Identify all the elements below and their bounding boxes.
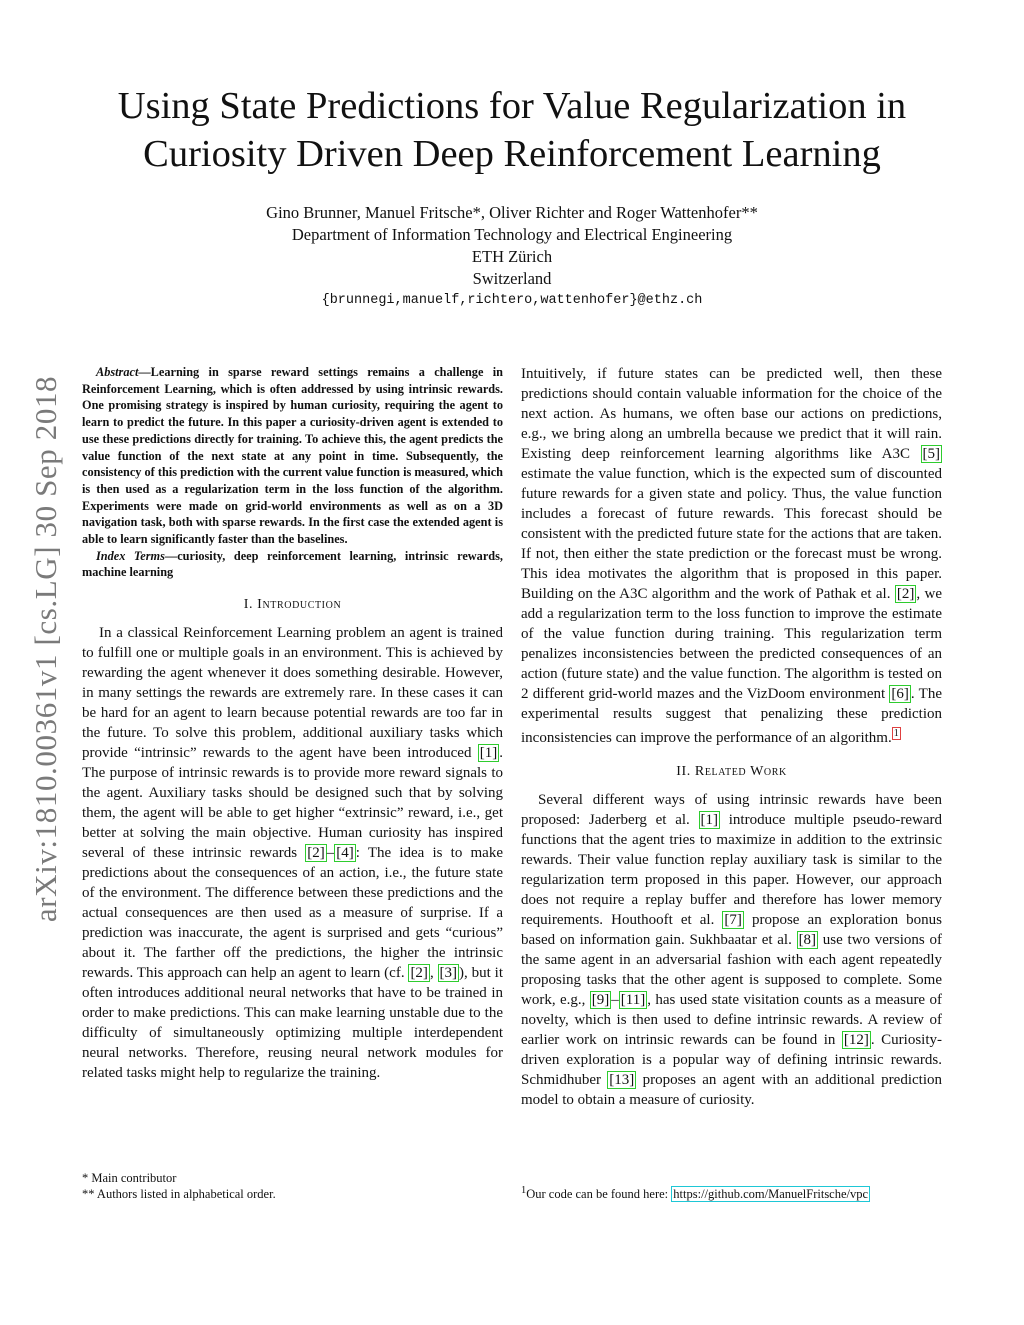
citation-link[interactable]: [3] [439, 965, 458, 982]
left-column [82, 364, 503, 1083]
related-work-paragraph: Several different ways of using intrinsic rewards have been proposed: Jaderberg et al. [1] introduce multiple pseudo-reward functions that the agent tries to maximize in addition to the extrinsic rewards. Their value function replay auxiliary task is similar to the regularization term proposed in this paper. However, our approach does not require a replay buffer and therefore has lower memory requirements. Houthooft et al. [7] propose an exploration bonus based on information gain. Sukhbaatar et al. [8] use two versions of the same agent in an adversarial fashion with each agent repeatedly proposing tasks that the other agent is supposed to complete. Some work, e.g., [9] – [11] , has used state visitation counts as a measure of novelty, which is then used to define intrinsic rewards. A review of earlier work on intrinsic rewards can be found in [12] . Curiosity-driven exploration is a popular way of defining intrinsic rewards. Schmidhuber [13] proposes an agent with an additional prediction model to obtain a measure of curiosity. [521, 792, 942, 1108]
footnote-alphabetical: ** Authors listed in alphabetical order. [82, 1186, 276, 1201]
footnotes-left [82, 1171, 503, 1202]
section-heading-introduction: I. Introduction [243, 597, 342, 613]
footnote-marker-link[interactable]: 1 [893, 728, 899, 739]
author-names: Gino Brunner, Manuel Fritsche*, Oliver Richter and Roger Wattenhofer** [266, 203, 758, 222]
country: Switzerland [472, 269, 552, 288]
footnote-right [521, 1183, 942, 1203]
introduction-continued-paragraph: Intuitively, if future states can be predicted well, then these predictions should contain valuable information for the choice of the next action. As humans, we often base our actions on predictions, e.g., we bring along an umbrella because we predict that it will rain. Existing deep reinforcement learning algorithms like A3C [5] estimate the value function, which is the expected sum of discounted future rewards for a given state and policy. Thus, the value function includes a forecast of future rewards. This forecast should be consistent with the predicted future state for the actions that are taken. If not, then either the state prediction or the forecast must be wrong. This idea motivates the algorithm that is proposed in this paper. Building on the A3C algorithm and the work of Pathak et al. [2] , we add a regularization term to the loss function to improve the estimate of the value function during training. This regularization term penalizes inconsistencies between the predicted consequences of an action (future state) and the value function. The algorithm is tested on 2 different grid-world mazes and the VizDoom environment [6] . The experimental results suggest that penalizing these prediction inconsistencies can improve the performance of an algorithm. $^1$ [521, 366, 942, 746]
code-repository-link[interactable]: https://github.com/ManuelFritsche/vpc [673, 1187, 869, 1202]
right-column [521, 364, 942, 1110]
footnote-number: 1 [521, 1185, 527, 1196]
section-heading-related-work: II. Related Work [676, 764, 787, 779]
citation-link[interactable]: [2] [896, 586, 915, 602]
author-emails: {brunnegi,manuelf,richtero,wattenhofer}@ethz.ch [321, 293, 703, 308]
index-terms-label: Index Terms [96, 548, 165, 563]
citation-link[interactable]: [1] [700, 812, 719, 828]
arxiv-identifier [28, 355, 64, 943]
abstract-label: Abstract [96, 365, 139, 379]
citation-link[interactable]: [13] [609, 1072, 635, 1088]
index-terms-text: curiosity, deep reinforcement learning, intrinsic rewards, machine learning [82, 548, 503, 580]
citation-link[interactable]: [8] [798, 932, 817, 948]
citation-link[interactable]: [9] [591, 992, 610, 1008]
abstract: Abstract—Learning in sparse reward settings remains a challenge in Reinforcement Learning, which is often addressed by using intrinsic rewards. One promising strategy is inspired by human curiosity, requiring the agent to learn to predict the future. In this paper a curiosity-driven agent is extended to use these predictions directly for training. To achieve this, the agent predicts the value function of the next state at any point in time. Subsequently, the consistency of this prediction with the current value function is measured, which is then used as a regularization term in the loss function of the algorithm. Experiments were made on grid-world environments as well as on a 3D navigation task, both with sparse rewards. In the first case the extended agent is able to learn significantly faster than the baselines. [82, 365, 503, 547]
department: Department of Information Technology and Electrical Engineering [291, 225, 733, 244]
paper-title: Using State Predictions for Value Regularization in Curiosity Driven Deep Reinforcement Learning [117, 85, 907, 175]
citation-link[interactable]: [2] [307, 845, 325, 862]
citation-link[interactable]: [1] [479, 745, 498, 762]
footnote-code-text: Our code can be found here: [526, 1187, 672, 1202]
citation-link[interactable]: [5] [922, 446, 940, 462]
citation-link[interactable]: [12] [843, 1032, 869, 1048]
citation-link[interactable]: [7] [724, 912, 742, 928]
institution: ETH Zürich [471, 247, 553, 266]
footnote-main-contributor: * Main contributor [82, 1171, 177, 1185]
arxiv-identifier-text: arXiv:1810.00361v1 [cs.LG] 30 Sep 2018 [28, 375, 63, 923]
citation-link[interactable]: [6] [891, 686, 909, 702]
citation-link[interactable]: [4] [336, 845, 354, 862]
citation-link[interactable]: [11] [620, 992, 646, 1008]
introduction-paragraph: In a classical Reinforcement Learning problem an agent is trained to fulfill one or multiple goals in an environment. This is achieved by rewarding the agent whenever it does something desirable. However, in many settings the rewards are extremely rare. In these cases it can be hard for an agent to learn because potential rewards are too far in the future. To solve this problem, additional auxiliary tasks which provide “intrinsic” rewards to the agent have been introduced [1] . The purpose of intrinsic rewards is to provide more reward signals to the agent. Auxiliary tasks should be designed such that by solving them, the agent will be able to get higher “extrinsic” reward, i.e., get better at solving the main objective. Human curiosity has inspired several of these intrinsic rewards [2] – [4] : The idea is to make predictions about the consequences of an action, i.e., the future state of the environment. The difference between these predictions and the actual consequences are then used as a measure of surprise. If a prediction was inaccurate, the agent is surprised and gets “curious” about it. The farther off the predictions, the higher the intrinsic rewards. This approach can help an agent to learn (cf. [2] , [3] ), but it often introduces additional neural networks that have to be trained in order to make predictions. This can make learning unstable due to the difficulty of simultaneously optimizing multiple interdependent neural networks. Therefore, reusing neural network modules for related tasks might help to regularize the training. [82, 625, 503, 1082]
author-block [160, 202, 864, 312]
index-terms: Index Terms—curiosity, deep reinforcement learning, intrinsic rewards, machine learning [82, 548, 503, 580]
abstract-text: Learning in sparse reward settings remains a challenge in Reinforcement Learning, which is often addressed by using intrinsic rewards. One promising strategy is inspired by human curiosity, requiring the agent to learn to predict the future. In this paper a curiosity-driven agent is extended to use these predictions directly for training. To achieve this, the agent predicts the value function of the next state at any point in time. Subsequently, the consistency of this prediction with the current value function is measured, which is then used as a regularization term in the loss function of the algorithm. Experiments were made on grid-world environments as well as on a 3D navigation task, both with sparse rewards. In the first case the extended agent is able to learn significantly faster than the baselines. [82, 365, 503, 547]
citation-link[interactable]: [2] [410, 965, 428, 982]
